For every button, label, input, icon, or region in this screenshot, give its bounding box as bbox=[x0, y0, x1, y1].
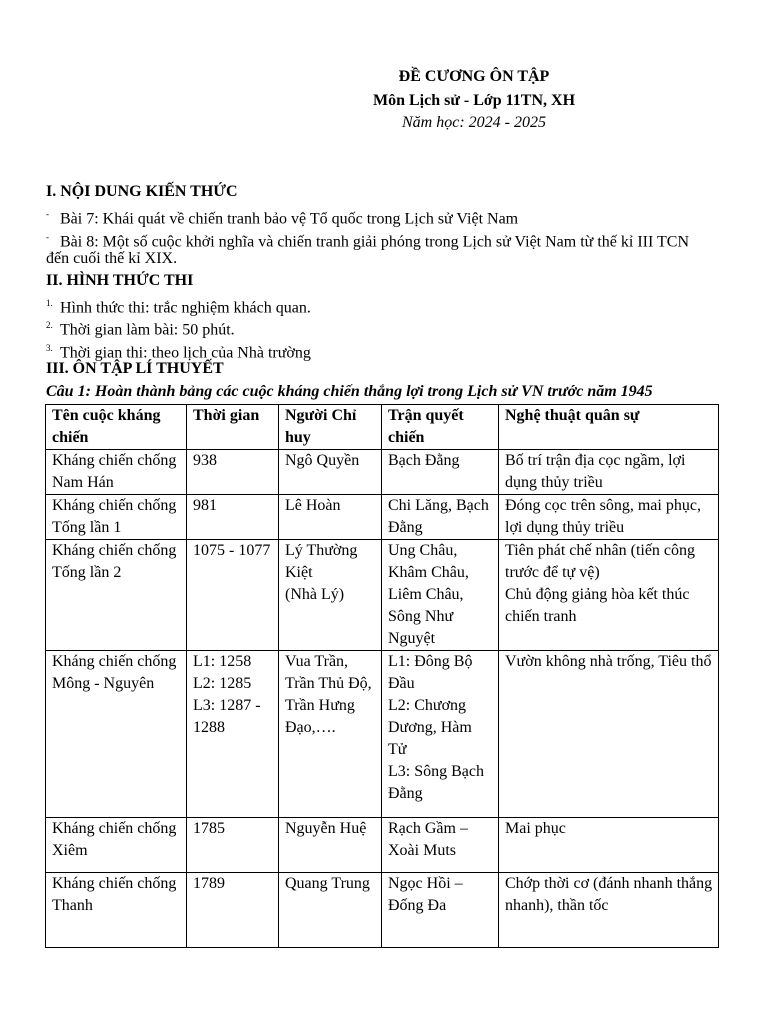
section-2-item-text: Thời gian làm bài: 50 phút. bbox=[60, 321, 235, 339]
resistance-wars-table bbox=[45, 404, 719, 948]
time-cell bbox=[187, 873, 279, 948]
section-1-item-continuation: đến cuối thế kỉ XIX. bbox=[46, 250, 178, 267]
cell-text-line: Mông - Nguyên bbox=[52, 675, 155, 692]
cell-text-line: Nam Hán bbox=[52, 474, 114, 491]
cell-text-line: Kháng chiến chống bbox=[52, 653, 177, 670]
table-row bbox=[46, 540, 719, 651]
cell-text-line: Quang Trung bbox=[285, 875, 370, 892]
cell-text-line: (Nhà Lý) bbox=[285, 586, 345, 603]
cell-text-line: 938 bbox=[193, 452, 217, 469]
military-art-cell bbox=[499, 495, 719, 540]
cell-text-line: Đạo,…. bbox=[285, 719, 336, 736]
war-name-cell bbox=[46, 651, 187, 818]
section-3-heading: III. ÔN TẬP LÍ THUYẾT bbox=[46, 360, 224, 377]
header-cell-commander: Người Chỉ huy bbox=[279, 405, 382, 450]
cell-text-line: Tống lần 1 bbox=[52, 519, 122, 536]
cell-text-line: Xoài Muts bbox=[388, 842, 456, 859]
cell-text-line: Kháng chiến chống bbox=[52, 497, 177, 514]
bullet-marker: - bbox=[46, 232, 49, 242]
cell-text-line: Tống lần 2 bbox=[52, 564, 122, 581]
time-cell bbox=[187, 495, 279, 540]
war-name-cell bbox=[46, 873, 187, 948]
table-row bbox=[46, 873, 719, 948]
time-cell bbox=[187, 651, 279, 818]
cell-text-line: chiến tranh bbox=[505, 608, 577, 625]
table-header-row bbox=[46, 405, 719, 450]
commander-cell bbox=[279, 818, 382, 873]
cell-text-line: Đầu bbox=[388, 675, 415, 692]
document-subtitle: Môn Lịch sử - Lớp 11TN, XH bbox=[372, 92, 576, 109]
cell-text-line: Đằng bbox=[388, 785, 423, 802]
section-1-item-text: Bài 8: Một số cuộc khởi nghĩa và chiến tranh giải phóng trong Lịch sử Việt Nam từ thế kỉ III TCN bbox=[60, 233, 690, 251]
cell-text-line: Mai phục bbox=[505, 820, 566, 837]
document-title: ĐỀ CƯƠNG ÔN TẬP bbox=[398, 68, 550, 85]
number-marker: 3. bbox=[46, 343, 53, 353]
cell-text-line: Kháng chiến chống bbox=[52, 820, 177, 837]
cell-text-line: Kháng chiến chống bbox=[52, 542, 177, 559]
bullet-marker: - bbox=[46, 209, 49, 219]
cell-text-line: Thanh bbox=[52, 897, 93, 914]
cell-text-line: 1288 bbox=[193, 719, 225, 736]
cell-text-line: 1785 bbox=[193, 820, 225, 837]
section-2-heading: II. HÌNH THỨC THI bbox=[46, 272, 194, 289]
cell-text-line: Chủ động giảng hòa kết thúc bbox=[505, 586, 690, 603]
header-cell-decisive-battle: Trận quyết chiến bbox=[382, 405, 499, 450]
cell-text-line: 1789 bbox=[193, 875, 225, 892]
cell-text-line: Vua Trần, bbox=[285, 653, 349, 670]
decisive-battle-cell bbox=[382, 540, 499, 651]
cell-text-line: Sông Như bbox=[388, 608, 454, 625]
commander-cell bbox=[279, 540, 382, 651]
commander-cell bbox=[279, 651, 382, 818]
cell-text-line: Ngô Quyền bbox=[285, 452, 360, 469]
decisive-battle-cell bbox=[382, 873, 499, 948]
cell-text-line: Dương, Hàm bbox=[388, 719, 472, 736]
war-name-cell bbox=[46, 540, 187, 651]
cell-text-line: Trần Hưng bbox=[285, 697, 355, 714]
cell-text-line: Xiêm bbox=[52, 842, 88, 859]
cell-text-line: Tử bbox=[388, 741, 407, 758]
commander-cell bbox=[279, 495, 382, 540]
cell-text-line: trước để tự vệ) bbox=[505, 564, 600, 581]
war-name-cell bbox=[46, 495, 187, 540]
cell-text-line: Rạch Gầm – bbox=[388, 820, 468, 837]
cell-text-line: Khâm Châu, bbox=[388, 564, 469, 581]
cell-text-line: 1075 - 1077 bbox=[193, 542, 271, 559]
cell-text-line: L3: Sông Bạch bbox=[388, 763, 484, 780]
table-row bbox=[46, 818, 719, 873]
time-cell bbox=[187, 540, 279, 651]
time-cell bbox=[187, 450, 279, 495]
cell-text-line: Bố trí trận địa cọc ngầm, lợi bbox=[505, 452, 686, 469]
cell-text-line: Đằng bbox=[388, 519, 423, 536]
cell-text-line: Lý Thường bbox=[285, 542, 358, 559]
cell-text-line: Lê Hoàn bbox=[285, 497, 341, 514]
cell-text-line: L2: Chương bbox=[388, 697, 467, 714]
table-row bbox=[46, 450, 719, 495]
header-cell-military-art: Nghệ thuật quân sự bbox=[499, 405, 719, 450]
military-art-cell bbox=[499, 818, 719, 873]
cell-text-line: Nguyễn Huệ bbox=[285, 820, 367, 837]
header-cell-time: Thời gian bbox=[187, 405, 279, 450]
cell-text-line: L2: 1285 bbox=[193, 675, 252, 692]
decisive-battle-cell bbox=[382, 818, 499, 873]
table-row bbox=[46, 651, 719, 818]
military-art-cell bbox=[499, 651, 719, 818]
cell-text-line: Đóng cọc trên sông, mai phục, bbox=[505, 497, 701, 514]
cell-text-line: Kháng chiến chống bbox=[52, 875, 177, 892]
cell-text-line: L1: 1258 bbox=[193, 653, 252, 670]
question-1: Câu 1: Hoàn thành bảng các cuộc kháng chiến thắng lợi trong Lịch sử VN trước năm 1945 bbox=[46, 383, 653, 400]
cell-text-line: Ngọc Hồi – bbox=[388, 875, 463, 892]
cell-text-line: Nguyệt bbox=[388, 630, 436, 647]
military-art-cell bbox=[499, 540, 719, 651]
war-name-cell bbox=[46, 450, 187, 495]
cell-text-line: L3: 1287 - bbox=[193, 697, 261, 714]
school-year: Năm học: 2024 - 2025 bbox=[402, 114, 546, 131]
cell-text-line: lợi dụng thủy triều bbox=[505, 519, 625, 536]
cell-text-line: Ung Châu, bbox=[388, 542, 458, 559]
cell-text-line: Chớp thời cơ (đánh nhanh thắng bbox=[505, 875, 713, 892]
section-1-item-text: Bài 7: Khái quát về chiến tranh bảo vệ Tổ quốc trong Lịch sử Việt Nam bbox=[60, 210, 519, 228]
cell-text-line: dụng thủy triều bbox=[505, 474, 603, 491]
cell-text-line: Đống Đa bbox=[388, 897, 447, 914]
cell-text-line: Bạch Đằng bbox=[388, 452, 460, 469]
decisive-battle-cell bbox=[382, 651, 499, 818]
time-cell bbox=[187, 818, 279, 873]
cell-text-line: Liêm Châu, bbox=[388, 586, 464, 603]
military-art-cell bbox=[499, 450, 719, 495]
cell-text-line: Trần Thủ Độ, bbox=[285, 675, 372, 692]
war-name-cell bbox=[46, 818, 187, 873]
military-art-cell bbox=[499, 873, 719, 948]
cell-text-line: 981 bbox=[193, 497, 217, 514]
cell-text-line: Kiệt bbox=[285, 564, 313, 581]
number-marker: 2. bbox=[46, 320, 53, 330]
table-row bbox=[46, 495, 719, 540]
cell-text-line: L1: Đông Bộ bbox=[388, 653, 473, 670]
header-cell-war-name: Tên cuộc kháng chiến bbox=[46, 405, 187, 450]
number-marker: 1. bbox=[46, 298, 53, 308]
cell-text-line: Vườn không nhà trống, Tiêu thổ bbox=[505, 653, 712, 670]
decisive-battle-cell bbox=[382, 450, 499, 495]
cell-text-line: Chi Lăng, Bạch bbox=[388, 497, 489, 514]
cell-text-line: nhanh), thần tốc bbox=[505, 897, 609, 914]
section-1-heading: I. NỘI DUNG KIẾN THỨC bbox=[46, 183, 238, 200]
section-2-item-text: Hình thức thi: trắc nghiệm khách quan. bbox=[60, 299, 311, 317]
commander-cell bbox=[279, 873, 382, 948]
cell-text-line: Tiên phát chế nhân (tiến công bbox=[505, 542, 696, 559]
commander-cell bbox=[279, 450, 382, 495]
section-2-item-text: Thời gian thi: theo lịch của Nhà trường bbox=[60, 344, 311, 362]
cell-text-line: Kháng chiến chống bbox=[52, 452, 177, 469]
decisive-battle-cell bbox=[382, 495, 499, 540]
